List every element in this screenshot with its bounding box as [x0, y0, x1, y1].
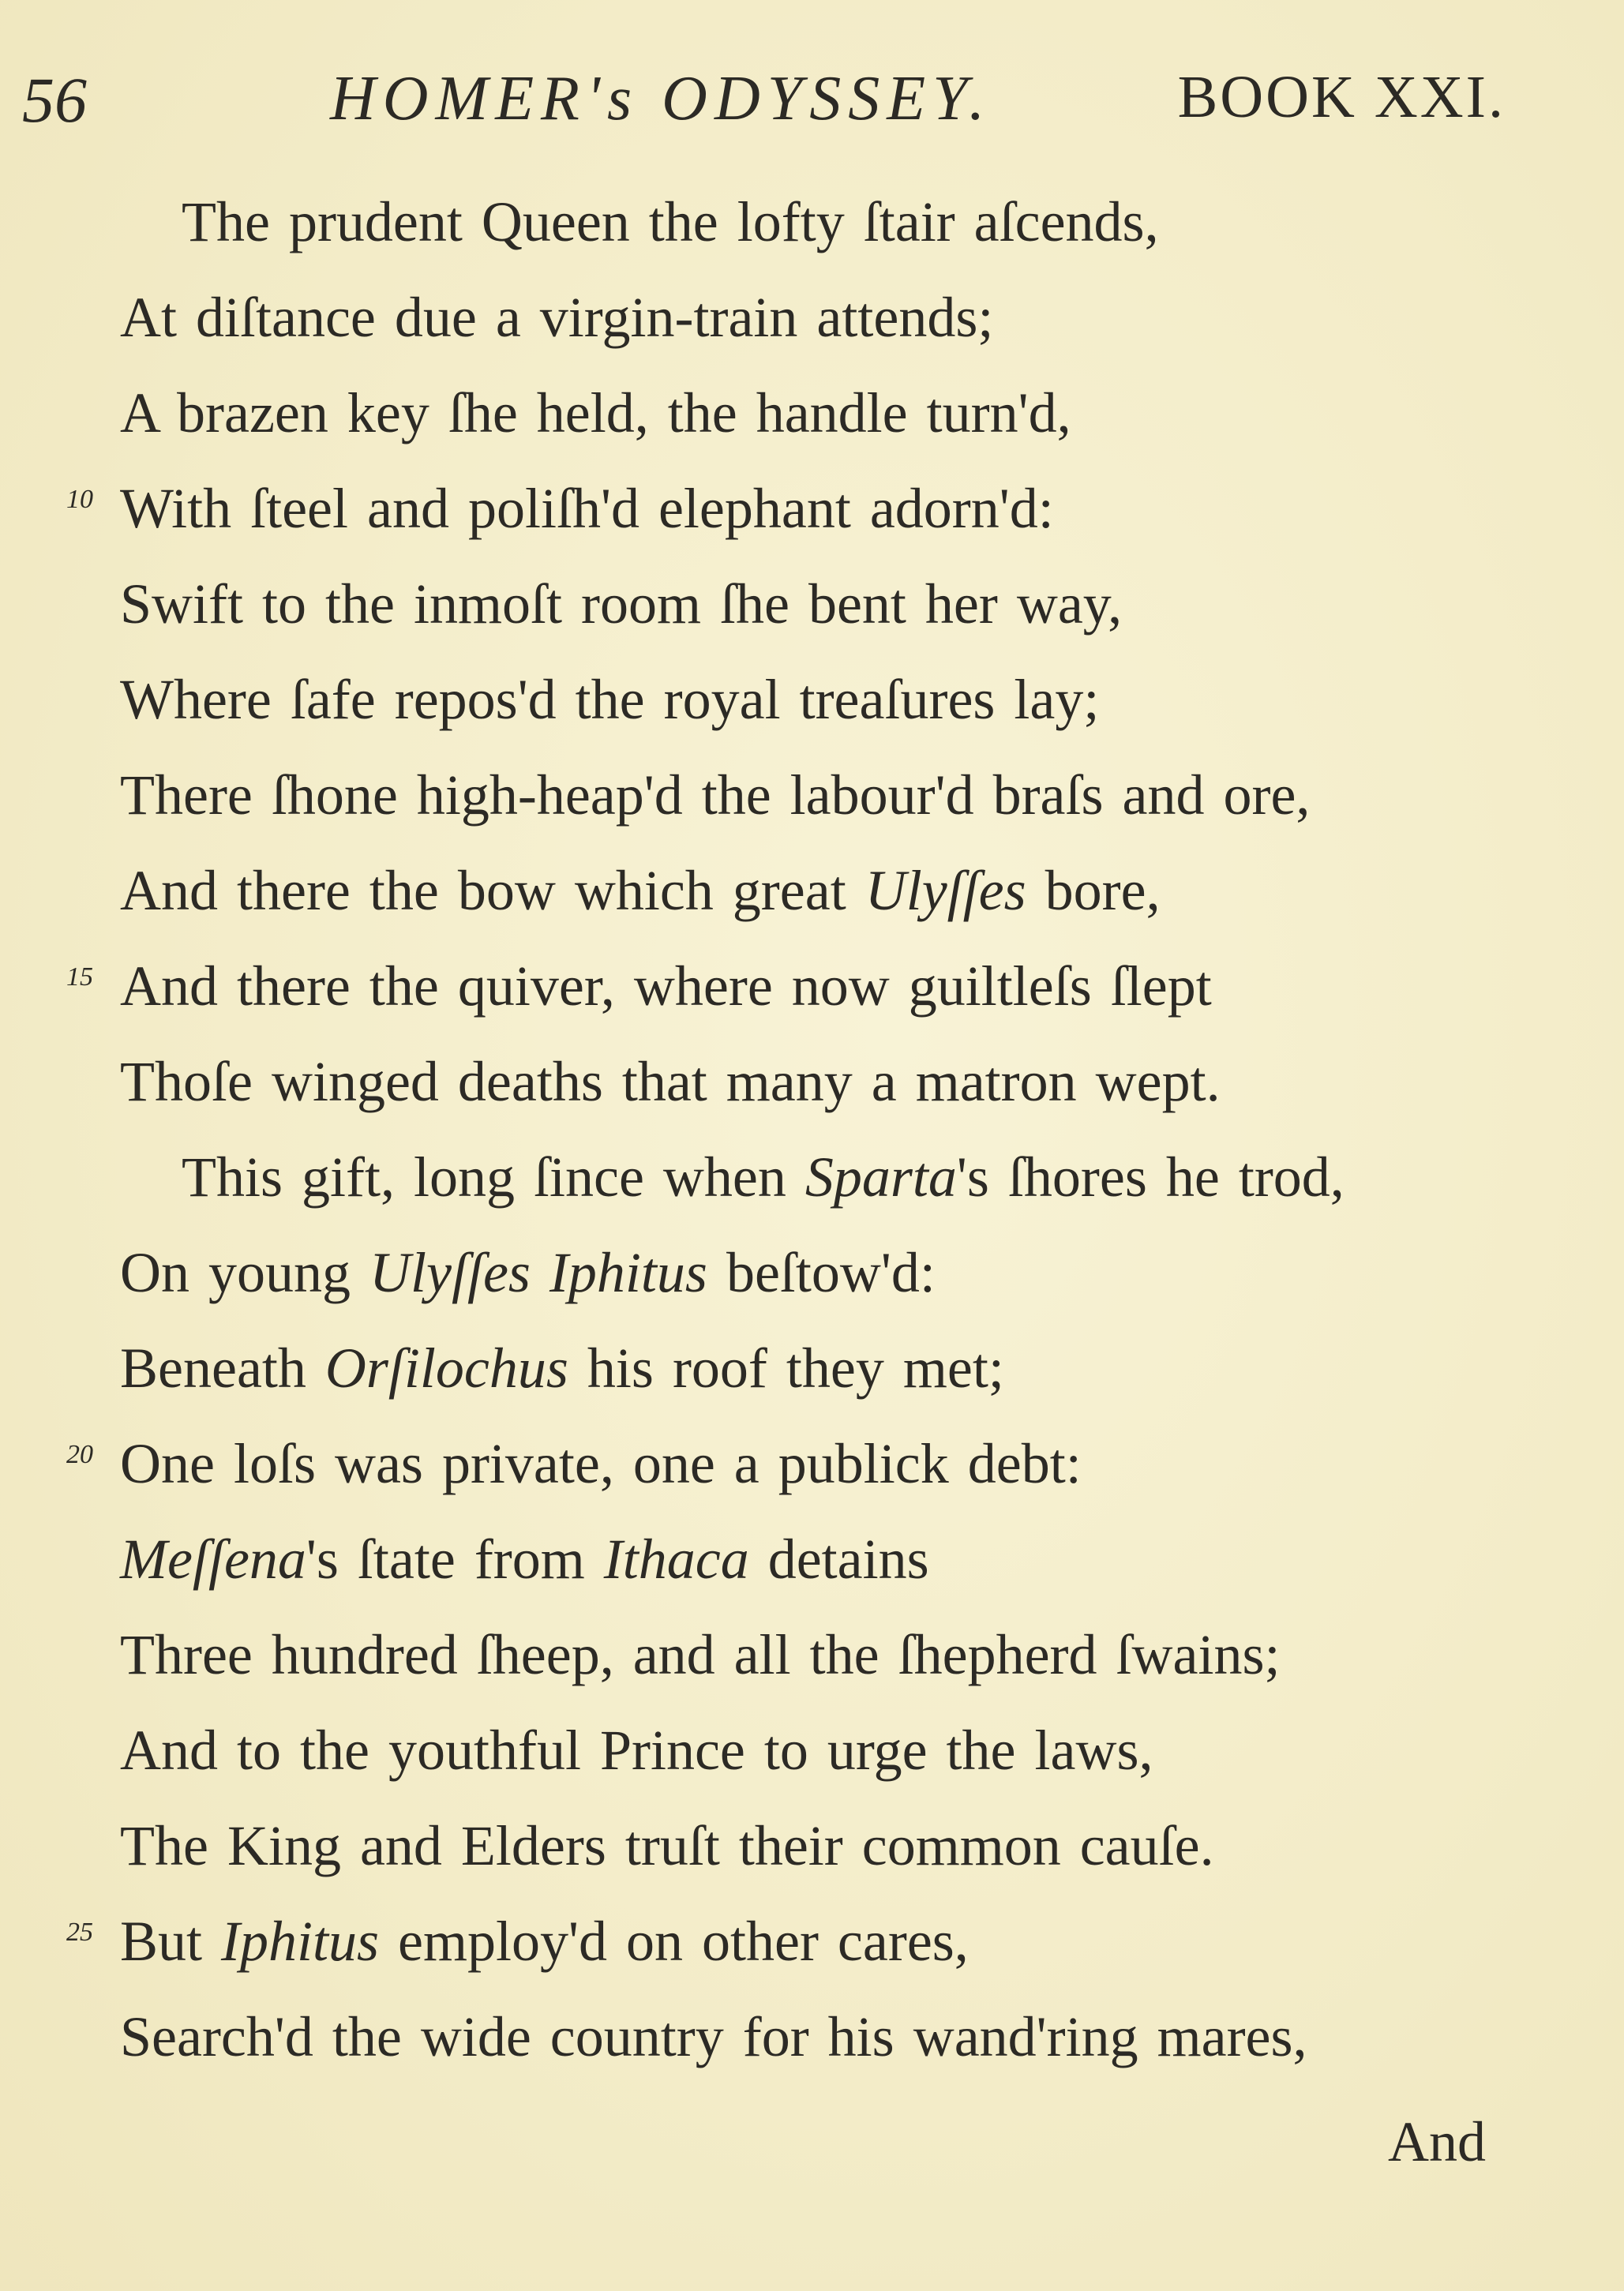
line-number: 20: [66, 1440, 93, 1469]
running-title: HOMER's ODYSSEY.: [330, 64, 992, 133]
book-label: BOOK XXI.: [1177, 64, 1506, 130]
page-header: [0, 63, 1624, 150]
book-page: 56 HOMER's ODYSSEY. BOOK XXI. The prudent Queen the lofty ſtair aſcends, At diſtance due a virgin-train attends; A brazen key ſhe held, the handle turn'd, 10 With ſteel and poliſh'd elephant adorn'd: Swift to the inmoſt room ſhe bent her way, Where ſafe repos'd the royal treaſures lay; There ſhone high-heap'd the labour'd braſs and ore, And there the bow which great Ulyſſes bore, 15 And there the quiver, where now guiltleſs ſlept Thoſe winged deaths that many a matron wept. This gift, long ſince when Sparta's ſhores he trod, On young Ulyſſes Iphitus beſtow'd: Beneath Orſilochus his roof they met; 20 One loſs was private, one a publick debt: Meſſena's ſtate from Ithaca detains Three hundred ſheep, and all the ſhepherd ſwains; And to the youthful Prince to urge the laws, The King and Elders truſt their common cauſe. 25 But Iphitus employ'd on other cares, Search'd the wide country for his wand'ring mares, And: [0, 0, 1624, 2291]
line-number: 15: [66, 962, 93, 992]
page-number: 56: [22, 64, 87, 136]
line-number: 25: [66, 1918, 93, 1947]
line-number: 10: [66, 485, 93, 514]
